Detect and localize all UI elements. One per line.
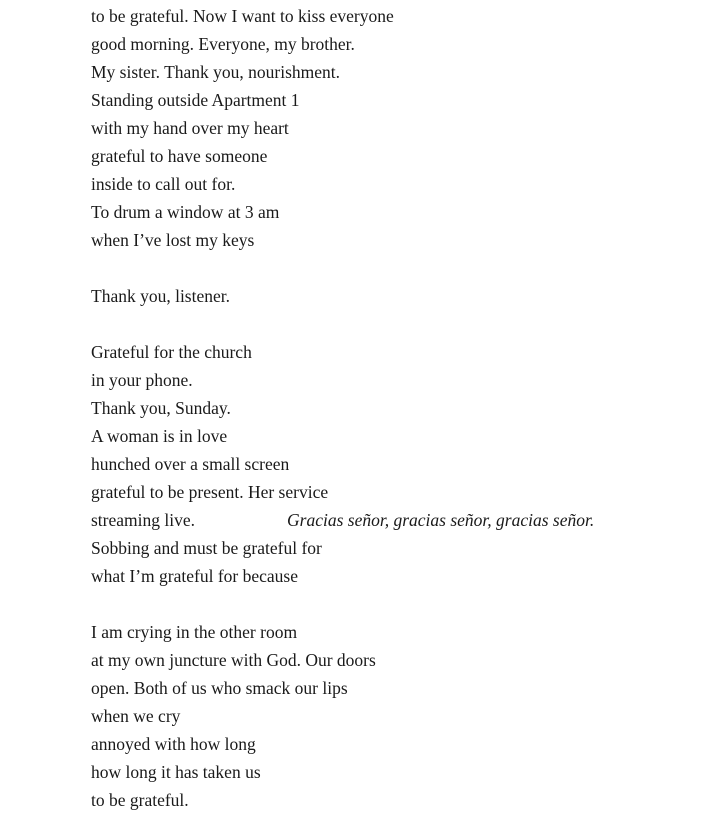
poem-line: A woman is in love	[91, 426, 228, 446]
poem-line: when we cry	[91, 706, 181, 726]
poem-line: hunched over a small screen	[91, 454, 290, 474]
stanza-3	[91, 338, 691, 590]
poem-line: annoyed with how long	[91, 734, 256, 754]
poem-line: good morning. Everyone, my brother.	[91, 34, 355, 54]
poem-line: My sister. Thank you, nourishment.	[91, 62, 341, 82]
stanza-4	[91, 618, 691, 814]
stanza-1	[91, 2, 691, 254]
poem-line-with-aside	[91, 506, 691, 534]
poem-line: Thank you, Sunday.	[91, 398, 231, 418]
poem-line: I am crying in the other room	[91, 622, 298, 642]
stanza-break	[91, 310, 691, 338]
poem-line: Thank you, listener.	[91, 286, 231, 306]
poem-line: inside to call out for.	[91, 174, 236, 194]
poem-line: Grateful for the church	[91, 342, 252, 362]
poem-line: To drum a window at 3 am	[91, 202, 280, 222]
poem-line: Sobbing and must be grateful for	[91, 538, 322, 558]
poem-line: streaming live.	[91, 510, 196, 530]
stanza-2	[91, 282, 691, 310]
poem-line: at my own juncture with God. Our doors	[91, 650, 376, 670]
poem-line: Standing outside Apartment 1	[91, 90, 300, 110]
poem-line: when I’ve lost my keys	[91, 230, 255, 250]
poem-line: grateful to have someone	[91, 146, 268, 166]
poem-line: how long it has taken us	[91, 762, 261, 782]
poem-line: in your phone.	[91, 370, 193, 390]
poem-line: to be grateful.	[91, 790, 189, 810]
poem-line: with my hand over my heart	[91, 118, 289, 138]
poem-line: what I’m grateful for because	[91, 566, 298, 586]
poem-line: grateful to be present. Her service	[91, 482, 329, 502]
stanza-break	[91, 590, 691, 618]
stanza-break	[91, 254, 691, 282]
poem-line: open. Both of us who smack our lips	[91, 678, 348, 698]
italic-aside: Gracias señor, gracias señor, gracias señor.	[287, 510, 595, 530]
poem-line: to be grateful. Now I want to kiss everyone	[91, 6, 394, 26]
poem-text	[91, 2, 691, 814]
